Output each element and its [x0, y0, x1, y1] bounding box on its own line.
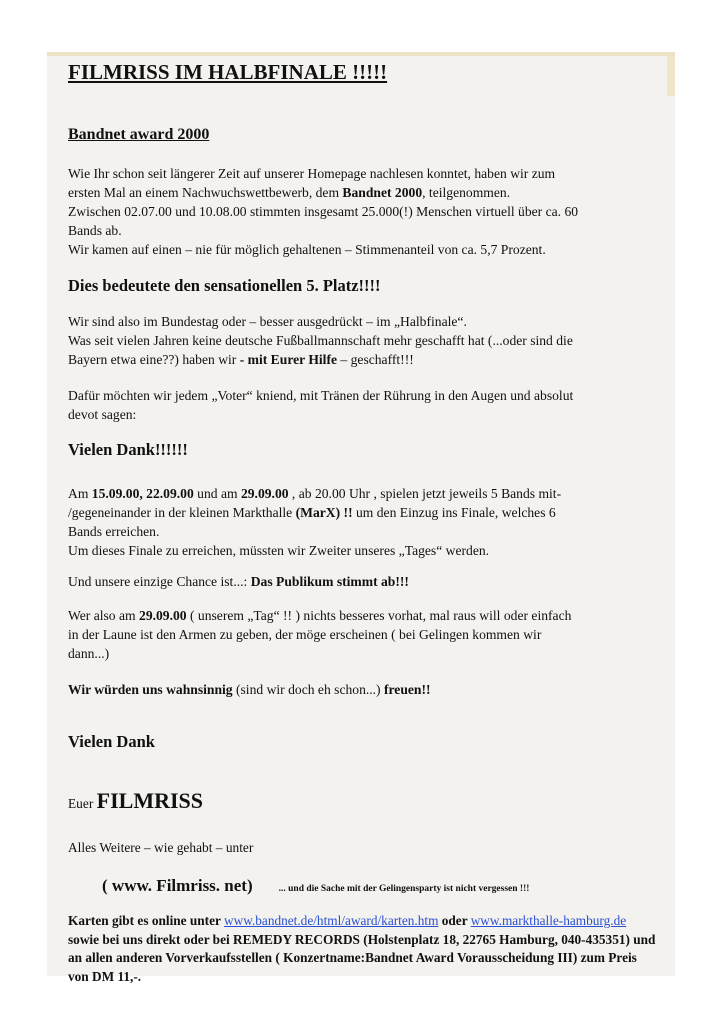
freuen-text: (sind wir doch eh schon...): [232, 682, 384, 697]
tickets-rest: sowie bei uns direkt oder bei REMEDY RECORDS (Holstenplatz 18, 22765 Hamburg, 040-435351) und an allen anderen Vorverkaufsstellen ( Konzertname:Bandnet Award Vorausscheidung III) zum Preis von DM 11,-.: [68, 931, 656, 984]
dates-bold-2: 29.09.00: [240, 486, 289, 501]
party-note: ... und die Sache mit der Gelingensparty ist nicht vergessen !!!: [278, 884, 530, 894]
heading-fifth-place: Dies bedeutete den sensationellen 5. Platz!!!!: [68, 276, 381, 295]
wer-line-1c: ( unserem „Tag“ !! ) nichts besseres vorhat, mal raus will oder einfach: [186, 608, 572, 623]
wer-date-bold: 29.09.00: [139, 608, 187, 623]
intro-line-1: Wie Ihr schon seit längerer Zeit auf unserer Homepage nachlesen konntet, haben wir zum: [68, 166, 556, 181]
heading-vielen-dank: Vielen Dank!!!!!!: [68, 440, 188, 459]
intro-line-2a: ersten Mal an einem Nachwuchswettbewerb, dem: [68, 185, 343, 200]
wer-line-3: dann...): [68, 646, 110, 661]
dates-line-1c: und am: [193, 486, 241, 501]
tickets-intro: Karten gibt es online unter: [68, 913, 224, 928]
website-line: [102, 876, 529, 896]
closing-vielen-dank: Vielen Dank: [68, 732, 155, 751]
chance-bold: Das Publikum stimmt ab!!!: [250, 574, 409, 589]
flyer-sheet: [47, 52, 675, 984]
intro-line-4: Bands ab.: [68, 223, 122, 238]
bundestag-line-3c: – geschafft!!!: [337, 352, 414, 367]
tickets-paragraph: [68, 912, 660, 986]
bundestag-line-3a: Bayern etwa eine??) haben wir: [68, 352, 240, 367]
bundestag-line-1: Wir sind also im Bundestag oder – besser ausgedrückt – im „Halbfinale“.: [68, 314, 467, 329]
bandnet-tickets-link[interactable]: www.bandnet.de/html/award/karten.htm: [224, 913, 439, 928]
dates-line-1a: Am: [68, 486, 92, 501]
tickets-oder: oder: [438, 913, 471, 928]
chance-line: [68, 572, 658, 591]
intro-bandnet-bold: Bandnet 2000: [342, 185, 423, 200]
bundestag-help-bold: - mit Eurer Hilfe: [239, 352, 338, 367]
website-text: ( www. Filmriss. net): [102, 876, 253, 895]
markthalle-link[interactable]: www.markthalle-hamburg.de: [470, 913, 627, 928]
chance-text: Und unsere einzige Chance ist...:: [68, 574, 251, 589]
dates-paragraph: [68, 484, 658, 560]
bundestag-paragraph: [68, 312, 658, 369]
intro-paragraph: [68, 164, 658, 259]
wer-paragraph: [68, 606, 658, 663]
signature: [68, 788, 203, 814]
voter-line-2: devot sagen:: [68, 407, 137, 422]
wer-line-1a: Wer also am: [68, 608, 140, 623]
dates-line-2a: /gegeneinander in der kleinen Markthalle: [68, 505, 296, 520]
alles-weitere-line: Alles Weitere – wie gehabt – unter: [68, 840, 254, 855]
page-title: FILMRISS IM HALBFINALE !!!!!: [68, 60, 388, 84]
dates-marx-bold: (MarX) !!: [295, 505, 353, 520]
dates-line-4: Um dieses Finale zu erreichen, müssten wir Zweiter unseres „Tages“ werden.: [68, 543, 490, 558]
heading-bandnet-award: Bandnet award 2000: [68, 126, 210, 143]
dates-line-2c: um den Einzug ins Finale, welches 6: [352, 505, 556, 520]
signature-euer: Euer: [68, 796, 97, 811]
voter-line-1: Dafür möchten wir jedem „Voter“ kniend, mit Tränen der Rührung in den Augen und absolut: [68, 388, 574, 403]
freuen-bold-2: freuen!!: [383, 682, 431, 697]
wer-line-2: in der Laune ist den Armen zu geben, der möge erscheinen ( bei Gelingen kommen wir: [68, 627, 542, 642]
signature-filmriss: FILMRISS: [96, 788, 203, 813]
dates-bold-1: 15.09.00, 22.09.00: [91, 486, 194, 501]
voter-paragraph: [68, 386, 658, 424]
intro-line-5: Wir kamen auf einen – nie für möglich gehaltenen – Stimmenanteil von ca. 5,7 Prozent.: [68, 242, 546, 257]
dates-line-3: Bands erreichen.: [68, 524, 160, 539]
freuen-bold-1: Wir würden uns wahnsinnig: [68, 682, 233, 697]
intro-line-2c: , teilgenommen.: [422, 185, 511, 200]
freuen-line: [68, 680, 658, 699]
intro-line-3: Zwischen 02.07.00 und 10.08.00 stimmten insgesamt 25.000(!) Menschen virtuell über ca. 60: [68, 204, 579, 219]
bundestag-line-2: Was seit vielen Jahren keine deutsche Fußballmannschaft mehr geschafft hat (...oder sind die: [68, 333, 573, 348]
dates-line-1e: , ab 20.00 Uhr , spielen jetzt jeweils 5 Bands mit-: [288, 486, 562, 501]
